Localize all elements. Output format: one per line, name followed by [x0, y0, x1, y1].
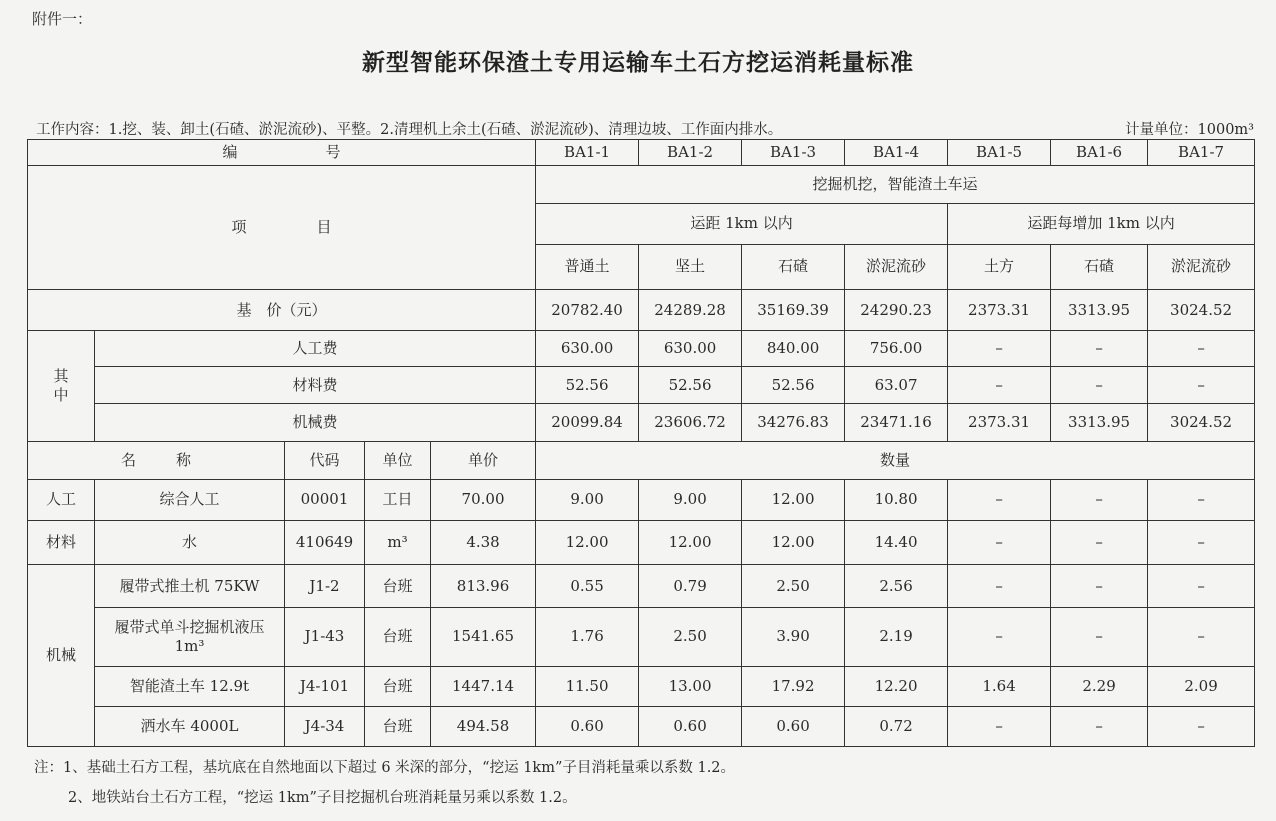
resource-unit: m³: [365, 520, 431, 565]
labor-fee-value: 840.00: [742, 330, 845, 367]
material-fee-value: 63.07: [845, 367, 948, 404]
col-code-header: 代码: [285, 442, 365, 480]
col-unit-header: 单位: [365, 442, 431, 480]
code-cell: BA1-6: [1051, 140, 1148, 166]
soil-type: 淤泥流砂: [845, 244, 948, 290]
resource-qty: –: [1051, 707, 1148, 747]
resource-price: 494.58: [431, 707, 536, 747]
col-name-header: 名 称: [28, 442, 285, 480]
consumption-standard-table: [27, 139, 1255, 747]
code-cell: BA1-7: [1148, 140, 1255, 166]
code-cell: BA1-5: [948, 140, 1051, 166]
resource-qty: 10.80: [845, 479, 948, 520]
resource-row: [28, 707, 1255, 747]
resource-qty: 2.29: [1051, 666, 1148, 707]
resource-price: 1541.65: [431, 607, 536, 666]
distance-1km-header: 运距 1km 以内: [536, 203, 948, 244]
resource-name: 履带式单斗挖掘机液压 1m³: [95, 607, 285, 666]
resource-qty: –: [1148, 707, 1255, 747]
resource-name: 智能渣土车 12.9t: [95, 666, 285, 707]
attachment-label: 附件一：: [32, 10, 93, 28]
resource-qty: 13.00: [639, 666, 742, 707]
base-price-value: 24289.28: [639, 290, 742, 331]
resource-qty: 2.09: [1148, 666, 1255, 707]
resource-qty: 12.00: [639, 520, 742, 565]
soil-type: 土方: [948, 244, 1051, 290]
machine-fee-value: 3313.95: [1051, 403, 1148, 442]
machine-fee-value: 23471.16: [845, 403, 948, 442]
resource-qty: –: [948, 520, 1051, 565]
resource-unit: 台班: [365, 607, 431, 666]
base-price-value: 35169.39: [742, 290, 845, 331]
material-fee-value: –: [1148, 367, 1255, 404]
resource-qty: 1.76: [536, 607, 639, 666]
code-cell: BA1-1: [536, 140, 639, 166]
resource-name: 洒水车 4000L: [95, 707, 285, 747]
among-label: 其 中: [28, 330, 95, 442]
document-title: 新型智能环保渣土专用运输车土石方挖运消耗量标准: [362, 50, 914, 76]
resource-row: [28, 607, 1255, 666]
code-header: 编 号: [28, 140, 536, 166]
resource-qty: 0.60: [742, 707, 845, 747]
resource-qty: –: [948, 565, 1051, 608]
resource-qty: –: [1148, 520, 1255, 565]
base-price-value: 3024.52: [1148, 290, 1255, 331]
resource-qty: 0.55: [536, 565, 639, 608]
base-price-value: 20782.40: [536, 290, 639, 331]
material-fee-label: 材料费: [95, 367, 536, 404]
resource-unit: 台班: [365, 565, 431, 608]
note-2: 2、地铁站台土石方工程，“挖运 1km”子目挖掘机台班消耗量另乘以系数 1.2。: [68, 790, 577, 806]
base-price-value: 24290.23: [845, 290, 948, 331]
work-content: 工作内容：1.挖、装、卸土(石碴、淤泥流砂)、平整。2.清理机上余土(石碴、淤泥流砂)、清理边坡、工作面内排水。: [36, 122, 783, 138]
group-title: 挖掘机挖，智能渣土车运: [536, 166, 1255, 204]
resource-code: 00001: [285, 479, 365, 520]
resource-code: 410649: [285, 520, 365, 565]
resource-qty: –: [948, 707, 1051, 747]
resource-qty: 11.50: [536, 666, 639, 707]
category-material: 材料: [28, 520, 95, 565]
machine-fee-value: 20099.84: [536, 403, 639, 442]
labor-fee-value: 756.00: [845, 330, 948, 367]
material-fee-value: 52.56: [742, 367, 845, 404]
soil-type: 石碴: [1051, 244, 1148, 290]
resource-qty: 2.50: [639, 607, 742, 666]
material-fee-value: 52.56: [536, 367, 639, 404]
resource-qty: 0.60: [639, 707, 742, 747]
resource-name: 履带式推土机 75KW: [95, 565, 285, 608]
resource-qty: –: [1051, 565, 1148, 608]
resource-qty: –: [1051, 607, 1148, 666]
labor-fee-value: –: [1148, 330, 1255, 367]
labor-fee-value: 630.00: [639, 330, 742, 367]
resource-qty: –: [1051, 479, 1148, 520]
measurement-unit: 计量单位：1000m³: [1125, 122, 1254, 138]
machine-fee-label: 机械费: [95, 403, 536, 442]
code-cell: BA1-4: [845, 140, 948, 166]
resource-code: J1-43: [285, 607, 365, 666]
resource-name: 综合人工: [95, 479, 285, 520]
machine-fee-value: 3024.52: [1148, 403, 1255, 442]
resource-row: [28, 565, 1255, 608]
material-fee-value: –: [1051, 367, 1148, 404]
resource-code: J4-101: [285, 666, 365, 707]
material-fee-value: 52.56: [639, 367, 742, 404]
machine-fee-value: 2373.31: [948, 403, 1051, 442]
resource-row: [28, 479, 1255, 520]
resource-header-row: [28, 442, 1255, 480]
labor-fee-value: 630.00: [536, 330, 639, 367]
resource-row: [28, 666, 1255, 707]
resource-qty: 1.64: [948, 666, 1051, 707]
resource-unit: 台班: [365, 666, 431, 707]
resource-price: 70.00: [431, 479, 536, 520]
resource-qty: –: [1051, 520, 1148, 565]
code-cell: BA1-3: [742, 140, 845, 166]
resource-qty: 0.79: [639, 565, 742, 608]
resource-price: 813.96: [431, 565, 536, 608]
base-price-value: 3313.95: [1051, 290, 1148, 331]
col-qty-header: 数量: [536, 442, 1255, 480]
resource-qty: 2.56: [845, 565, 948, 608]
base-price-row: [28, 290, 1255, 331]
resource-qty: 9.00: [639, 479, 742, 520]
machine-fee-value: 34276.83: [742, 403, 845, 442]
resource-name: 水: [95, 520, 285, 565]
resource-qty: 12.00: [536, 520, 639, 565]
labor-fee-row: [28, 330, 1255, 367]
resource-price: 4.38: [431, 520, 536, 565]
resource-qty: 12.20: [845, 666, 948, 707]
labor-fee-label: 人工费: [95, 330, 536, 367]
note-1: 注：1、基础土石方工程，基坑底在自然地面以下超过 6 米深的部分，“挖运 1km”子目消耗量乘以系数 1.2。: [34, 760, 736, 776]
soil-type: 坚土: [639, 244, 742, 290]
col-price-header: 单价: [431, 442, 536, 480]
resource-qty: 12.00: [742, 479, 845, 520]
resource-qty: –: [948, 607, 1051, 666]
labor-fee-value: –: [948, 330, 1051, 367]
code-cell: BA1-2: [639, 140, 742, 166]
resource-code: J1-2: [285, 565, 365, 608]
category-labor: 人工: [28, 479, 95, 520]
resource-qty: 12.00: [742, 520, 845, 565]
resource-qty: –: [1148, 607, 1255, 666]
resource-qty: 0.72: [845, 707, 948, 747]
material-fee-value: –: [948, 367, 1051, 404]
machine-fee-row: [28, 403, 1255, 442]
resource-qty: –: [1148, 479, 1255, 520]
resource-qty: 2.50: [742, 565, 845, 608]
distance-add-header: 运距每增加 1km 以内: [948, 203, 1255, 244]
resource-qty: –: [948, 479, 1051, 520]
resource-price: 1447.14: [431, 666, 536, 707]
machine-fee-value: 23606.72: [639, 403, 742, 442]
category-machine: 机械: [28, 565, 95, 747]
resource-qty: 0.60: [536, 707, 639, 747]
soil-type: 淤泥流砂: [1148, 244, 1255, 290]
material-fee-row: [28, 367, 1255, 404]
soil-type: 普通土: [536, 244, 639, 290]
resource-qty: 3.90: [742, 607, 845, 666]
resource-qty: 2.19: [845, 607, 948, 666]
base-price-value: 2373.31: [948, 290, 1051, 331]
resource-qty: 17.92: [742, 666, 845, 707]
resource-code: J4-34: [285, 707, 365, 747]
base-price-label: 基 价（元）: [28, 290, 536, 331]
resource-unit: 工日: [365, 479, 431, 520]
resource-qty: 9.00: [536, 479, 639, 520]
resource-qty: –: [1148, 565, 1255, 608]
item-header: 项 目: [28, 166, 536, 290]
resource-unit: 台班: [365, 707, 431, 747]
resource-row: [28, 520, 1255, 565]
resource-qty: 14.40: [845, 520, 948, 565]
soil-type: 石碴: [742, 244, 845, 290]
labor-fee-value: –: [1051, 330, 1148, 367]
code-row: [28, 140, 1255, 166]
